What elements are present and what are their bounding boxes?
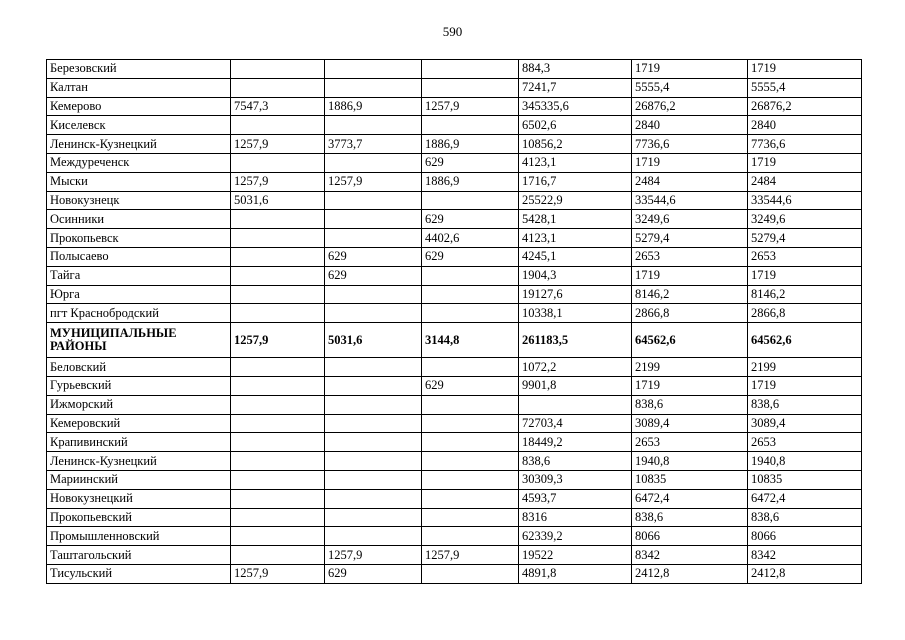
value-cell — [231, 489, 325, 508]
value-cell: 1257,9 — [231, 172, 325, 191]
table-row — [47, 78, 862, 97]
value-cell: 1904,3 — [519, 266, 632, 285]
table-row — [47, 229, 862, 248]
value-cell — [325, 433, 422, 452]
value-cell: 9901,8 — [519, 376, 632, 395]
value-cell: 72703,4 — [519, 414, 632, 433]
value-cell — [325, 508, 422, 527]
value-cell — [422, 433, 519, 452]
table-row — [47, 304, 862, 323]
value-cell: 3249,6 — [632, 210, 748, 229]
value-cell: 64562,6 — [632, 323, 748, 358]
value-cell: 2653 — [748, 247, 862, 266]
value-cell: 1886,9 — [422, 135, 519, 154]
value-cell: 1886,9 — [422, 172, 519, 191]
value-cell — [231, 78, 325, 97]
data-table — [46, 59, 862, 584]
value-cell: 629 — [325, 247, 422, 266]
value-cell: 26876,2 — [748, 97, 862, 116]
value-cell: 10338,1 — [519, 304, 632, 323]
value-cell — [422, 285, 519, 304]
value-cell — [231, 508, 325, 527]
value-cell: 1940,8 — [632, 452, 748, 471]
value-cell: 1719 — [632, 376, 748, 395]
page-number: 590 — [442, 24, 463, 39]
value-cell: 8146,2 — [748, 285, 862, 304]
table-row — [47, 97, 862, 116]
value-cell: 2199 — [748, 358, 862, 377]
table-row — [47, 191, 862, 210]
value-cell — [325, 153, 422, 172]
value-cell: 4123,1 — [519, 229, 632, 248]
table-row — [47, 376, 862, 395]
value-cell: 1719 — [632, 266, 748, 285]
value-cell: 19522 — [519, 546, 632, 565]
value-cell: 838,6 — [632, 395, 748, 414]
value-cell: 884,3 — [519, 60, 632, 79]
table-row — [47, 546, 862, 565]
value-cell: 3249,6 — [748, 210, 862, 229]
table-row — [47, 433, 862, 452]
value-cell: 30309,3 — [519, 470, 632, 489]
value-cell: 3773,7 — [325, 135, 422, 154]
row-label-cell: Крапивинский — [47, 433, 231, 452]
value-cell — [325, 210, 422, 229]
value-cell: 1257,9 — [325, 546, 422, 565]
value-cell — [325, 191, 422, 210]
value-cell: 1719 — [748, 266, 862, 285]
value-cell: 1940,8 — [748, 452, 862, 471]
value-cell — [325, 470, 422, 489]
value-cell — [422, 564, 519, 583]
value-cell — [422, 266, 519, 285]
value-cell — [231, 210, 325, 229]
value-cell: 8146,2 — [632, 285, 748, 304]
value-cell: 1719 — [748, 153, 862, 172]
value-cell: 629 — [422, 376, 519, 395]
value-cell — [231, 304, 325, 323]
table-row — [47, 489, 862, 508]
value-cell: 5555,4 — [748, 78, 862, 97]
value-cell: 1886,9 — [325, 97, 422, 116]
value-cell — [231, 358, 325, 377]
table-row — [47, 153, 862, 172]
value-cell — [422, 470, 519, 489]
value-cell: 8066 — [748, 527, 862, 546]
table-row — [47, 395, 862, 414]
value-cell: 8066 — [632, 527, 748, 546]
row-label-cell: Новокузнецкий — [47, 489, 231, 508]
value-cell: 3144,8 — [422, 323, 519, 358]
row-label-cell: Новокузнецк — [47, 191, 231, 210]
row-label-cell: Беловский — [47, 358, 231, 377]
value-cell — [422, 191, 519, 210]
value-cell — [231, 376, 325, 395]
value-cell: 8316 — [519, 508, 632, 527]
row-label-cell: Осинники — [47, 210, 231, 229]
value-cell: 1257,9 — [231, 323, 325, 358]
table-row — [47, 135, 862, 154]
value-cell: 10835 — [632, 470, 748, 489]
row-label-cell: Кемерово — [47, 97, 231, 116]
value-cell — [422, 489, 519, 508]
table-row — [47, 527, 862, 546]
value-cell — [422, 358, 519, 377]
value-cell: 2840 — [748, 116, 862, 135]
value-cell — [422, 452, 519, 471]
row-label-cell: МУНИЦИПАЛЬНЫЕ РАЙОНЫ — [47, 323, 231, 358]
value-cell — [325, 395, 422, 414]
value-cell: 33544,6 — [632, 191, 748, 210]
value-cell: 64562,6 — [748, 323, 862, 358]
value-cell: 6472,4 — [632, 489, 748, 508]
value-cell — [325, 527, 422, 546]
row-label-cell: Мариинский — [47, 470, 231, 489]
value-cell: 7736,6 — [632, 135, 748, 154]
value-cell: 2866,8 — [748, 304, 862, 323]
value-cell: 2866,8 — [632, 304, 748, 323]
value-cell: 1257,9 — [231, 135, 325, 154]
table-row — [47, 247, 862, 266]
value-cell — [325, 304, 422, 323]
value-cell — [325, 60, 422, 79]
value-cell: 261183,5 — [519, 323, 632, 358]
row-label-cell: Полысаево — [47, 247, 231, 266]
value-cell — [422, 414, 519, 433]
value-cell — [325, 452, 422, 471]
value-cell — [325, 116, 422, 135]
value-cell: 10835 — [748, 470, 862, 489]
value-cell: 5555,4 — [632, 78, 748, 97]
row-label-cell: Ленинск-Кузнецкий — [47, 135, 231, 154]
table-row — [47, 285, 862, 304]
value-cell: 5279,4 — [748, 229, 862, 248]
value-cell: 1257,9 — [422, 546, 519, 565]
value-cell: 1719 — [632, 60, 748, 79]
value-cell — [231, 414, 325, 433]
value-cell — [231, 247, 325, 266]
row-label-cell: Березовский — [47, 60, 231, 79]
table-row — [47, 358, 862, 377]
value-cell: 1719 — [632, 153, 748, 172]
value-cell — [325, 376, 422, 395]
table-row — [47, 116, 862, 135]
value-cell — [231, 60, 325, 79]
value-cell: 18449,2 — [519, 433, 632, 452]
table-row — [47, 452, 862, 471]
value-cell — [422, 78, 519, 97]
row-label-cell: Прокопьевский — [47, 508, 231, 527]
value-cell: 1072,2 — [519, 358, 632, 377]
value-cell — [325, 78, 422, 97]
table-body — [47, 60, 862, 584]
value-cell: 2653 — [632, 433, 748, 452]
row-label-cell: Тисульский — [47, 564, 231, 583]
value-cell — [422, 527, 519, 546]
value-cell: 2412,8 — [748, 564, 862, 583]
row-label-cell: Ижморский — [47, 395, 231, 414]
value-cell — [231, 116, 325, 135]
value-cell: 4245,1 — [519, 247, 632, 266]
value-cell — [231, 395, 325, 414]
row-label-cell: Ленинск-Кузнецкий — [47, 452, 231, 471]
row-label-cell: Прокопьевск — [47, 229, 231, 248]
value-cell — [231, 433, 325, 452]
value-cell: 2653 — [748, 433, 862, 452]
value-cell: 3089,4 — [748, 414, 862, 433]
row-label-cell: Тайга — [47, 266, 231, 285]
value-cell — [519, 395, 632, 414]
value-cell — [422, 60, 519, 79]
value-cell — [231, 470, 325, 489]
value-cell: 2484 — [632, 172, 748, 191]
value-cell: 4123,1 — [519, 153, 632, 172]
value-cell: 62339,2 — [519, 527, 632, 546]
value-cell: 838,6 — [748, 395, 862, 414]
value-cell — [325, 285, 422, 304]
row-label-cell: Юрга — [47, 285, 231, 304]
value-cell — [231, 229, 325, 248]
value-cell: 19127,6 — [519, 285, 632, 304]
value-cell: 25522,9 — [519, 191, 632, 210]
row-label-cell: Киселевск — [47, 116, 231, 135]
value-cell: 8342 — [632, 546, 748, 565]
value-cell — [231, 153, 325, 172]
value-cell: 629 — [422, 247, 519, 266]
value-cell: 629 — [422, 153, 519, 172]
value-cell: 838,6 — [632, 508, 748, 527]
value-cell: 838,6 — [748, 508, 862, 527]
value-cell: 629 — [325, 564, 422, 583]
value-cell: 7736,6 — [748, 135, 862, 154]
value-cell: 4891,8 — [519, 564, 632, 583]
value-cell: 5031,6 — [231, 191, 325, 210]
value-cell: 6472,4 — [748, 489, 862, 508]
value-cell: 1719 — [748, 60, 862, 79]
value-cell: 2653 — [632, 247, 748, 266]
value-cell: 1716,7 — [519, 172, 632, 191]
value-cell — [422, 116, 519, 135]
table-row — [47, 470, 862, 489]
row-label-cell: пгт Краснобродский — [47, 304, 231, 323]
row-label-cell: Калтан — [47, 78, 231, 97]
value-cell: 8342 — [748, 546, 862, 565]
value-cell — [231, 452, 325, 471]
table-row — [47, 564, 862, 583]
value-cell: 1257,9 — [231, 564, 325, 583]
value-cell: 5279,4 — [632, 229, 748, 248]
value-cell: 2412,8 — [632, 564, 748, 583]
value-cell — [325, 414, 422, 433]
value-cell — [422, 508, 519, 527]
value-cell: 3089,4 — [632, 414, 748, 433]
value-cell: 2199 — [632, 358, 748, 377]
value-cell: 1719 — [748, 376, 862, 395]
row-label-cell: Кемеровский — [47, 414, 231, 433]
value-cell: 4593,7 — [519, 489, 632, 508]
table-row — [47, 323, 862, 358]
row-label-cell: Междуреченск — [47, 153, 231, 172]
value-cell — [422, 304, 519, 323]
value-cell: 629 — [325, 266, 422, 285]
table-row — [47, 60, 862, 79]
value-cell: 4402,6 — [422, 229, 519, 248]
value-cell: 838,6 — [519, 452, 632, 471]
value-cell: 345335,6 — [519, 97, 632, 116]
value-cell: 5031,6 — [325, 323, 422, 358]
table-row — [47, 266, 862, 285]
value-cell — [231, 285, 325, 304]
value-cell — [231, 266, 325, 285]
row-label-cell: Промышленновский — [47, 527, 231, 546]
row-label-cell: Таштагольский — [47, 546, 231, 565]
table-row — [47, 508, 862, 527]
table-row — [47, 210, 862, 229]
value-cell — [325, 489, 422, 508]
table-row — [47, 414, 862, 433]
row-label-cell: Мыски — [47, 172, 231, 191]
value-cell — [231, 546, 325, 565]
value-cell — [231, 527, 325, 546]
value-cell: 33544,6 — [748, 191, 862, 210]
value-cell: 6502,6 — [519, 116, 632, 135]
table-row — [47, 172, 862, 191]
value-cell: 7547,3 — [231, 97, 325, 116]
value-cell — [325, 358, 422, 377]
value-cell: 629 — [422, 210, 519, 229]
value-cell: 7241,7 — [519, 78, 632, 97]
value-cell: 2840 — [632, 116, 748, 135]
value-cell — [325, 229, 422, 248]
value-cell — [422, 395, 519, 414]
value-cell: 26876,2 — [632, 97, 748, 116]
row-label-cell: Гурьевский — [47, 376, 231, 395]
value-cell: 1257,9 — [422, 97, 519, 116]
value-cell: 2484 — [748, 172, 862, 191]
value-cell: 5428,1 — [519, 210, 632, 229]
value-cell: 10856,2 — [519, 135, 632, 154]
value-cell: 1257,9 — [325, 172, 422, 191]
